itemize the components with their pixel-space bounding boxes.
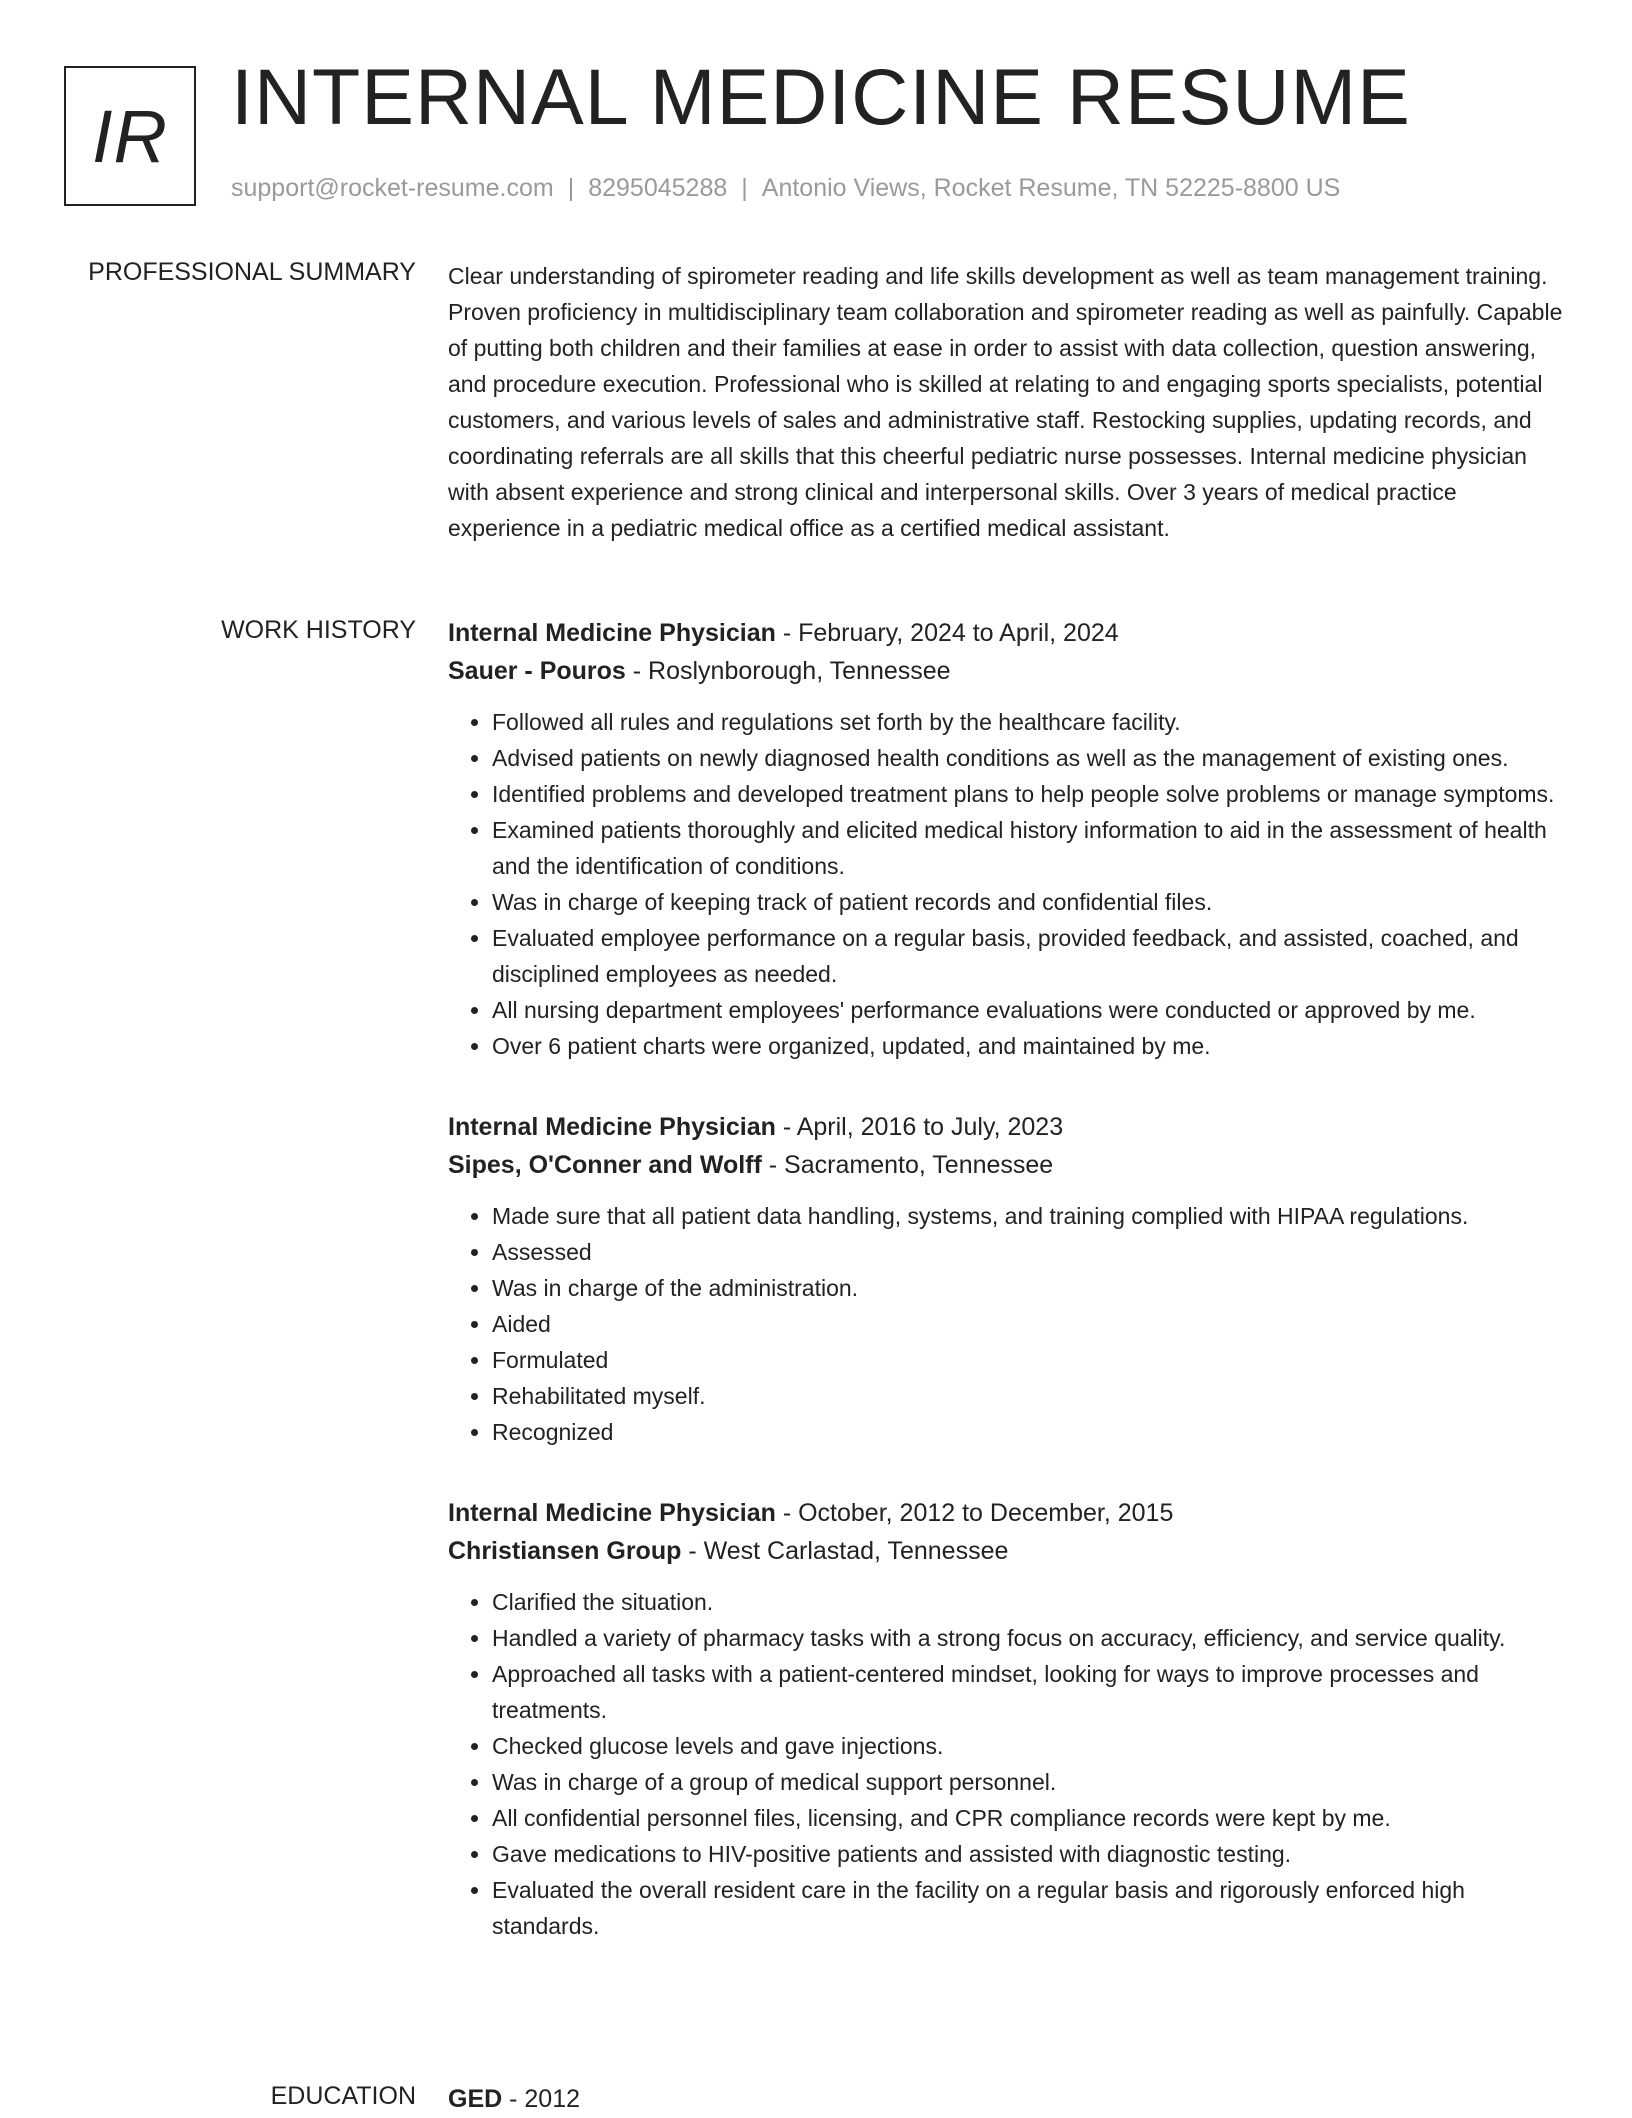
list-item: • Gave medications to HIV-positive patients and assisted with diagnostic testing. <box>492 1836 1570 1872</box>
job-title-line <box>448 1494 1570 1532</box>
job-company: Christiansen Group <box>448 1537 682 1565</box>
list-item: • Aided <box>492 1306 1570 1342</box>
contact-email[interactable]: support@rocket-resume.com <box>231 174 554 202</box>
job-dates: - October, 2012 to December, 2015 <box>775 1499 1174 1527</box>
list-item: • Followed all rules and regulations set forth by the healthcare facility. <box>492 704 1570 740</box>
list-item: • Checked glucose levels and gave injections. <box>492 1728 1570 1764</box>
list-item: • All nursing department employees' performance evaluations were conducted or approved by me. <box>492 992 1570 1028</box>
work-history-label: WORK HISTORY <box>221 616 416 644</box>
job-location: - West Carlastad, Tennessee <box>681 1537 1009 1565</box>
education-body <box>448 2080 1570 2118</box>
education-year: - 2012 <box>502 2085 581 2113</box>
list-item: • Clarified the situation. <box>492 1584 1570 1620</box>
job-location: - Roslynborough, Tennessee <box>625 657 951 685</box>
job-company: Sipes, O'Conner and Wolff <box>448 1151 762 1179</box>
job-company-line <box>448 1532 1570 1570</box>
list-item: • Over 6 patient charts were organized, updated, and maintained by me. <box>492 1028 1570 1064</box>
job-title: Internal Medicine Physician <box>448 619 776 647</box>
education-entry <box>448 2080 1570 2118</box>
list-item: • Assessed <box>492 1234 1570 1270</box>
contact-separator: | <box>741 174 748 202</box>
list-item: • Was in charge of keeping track of patient records and confidential files. <box>492 884 1570 920</box>
work-history-body <box>448 614 1570 1944</box>
job-company-line <box>448 1146 1570 1184</box>
job-location: - Sacramento, Tennessee <box>761 1151 1054 1179</box>
job-duties-list <box>448 1198 1570 1450</box>
contact-line <box>231 174 1340 203</box>
list-item: • Approached all tasks with a patient-centered mindset, looking for ways to improve processes and treatments. <box>492 1656 1570 1728</box>
summary-label: PROFESSIONAL SUMMARY <box>88 258 416 286</box>
list-item: • Advised patients on newly diagnosed health conditions as well as the management of existing ones. <box>492 740 1570 776</box>
job-entry <box>448 614 1570 1064</box>
list-item: • Made sure that all patient data handling, systems, and training complied with HIPAA regulations. <box>492 1198 1570 1234</box>
list-item: • Formulated <box>492 1342 1570 1378</box>
list-item: • Recognized <box>492 1414 1570 1450</box>
list-item: • Examined patients thoroughly and elicited medical history information to aid in the assessment of health and the identification of conditions. <box>492 812 1570 884</box>
contact-address: Antonio Views, Rocket Resume, TN 52225-8800 US <box>761 174 1341 202</box>
list-item: • Rehabilitated myself. <box>492 1378 1570 1414</box>
job-title: Internal Medicine Physician <box>448 1113 776 1141</box>
list-item: • Handled a variety of pharmacy tasks with a strong focus on accuracy, efficiency, and service quality. <box>492 1620 1570 1656</box>
job-dates: - February, 2024 to April, 2024 <box>775 619 1119 647</box>
resume-title: INTERNAL MEDICINE RESUME <box>231 52 1411 141</box>
contact-phone[interactable]: 8295045288 <box>588 174 728 202</box>
list-item: • Identified problems and developed treatment plans to help people solve problems or manage symptoms. <box>492 776 1570 812</box>
job-entry <box>448 1494 1570 1944</box>
job-company: Sauer - Pouros <box>448 657 626 685</box>
list-item: • Evaluated the overall resident care in the facility on a regular basis and rigorously enforced high standards. <box>492 1872 1570 1944</box>
job-title-line <box>448 614 1570 652</box>
monogram-logo: IR <box>64 66 196 206</box>
job-title: Internal Medicine Physician <box>448 1499 776 1527</box>
education-label: EDUCATION <box>270 2082 416 2110</box>
contact-separator: | <box>567 174 575 202</box>
job-dates: - April, 2016 to July, 2023 <box>775 1113 1064 1141</box>
list-item: • Evaluated employee performance on a regular basis, provided feedback, and assisted, coached, and disciplined employees as needed. <box>492 920 1570 992</box>
list-item: • All confidential personnel files, licensing, and CPR compliance records were kept by me. <box>492 1800 1570 1836</box>
job-title-line <box>448 1108 1570 1146</box>
education-degree: GED <box>448 2085 503 2113</box>
job-entry <box>448 1108 1570 1450</box>
list-item: • Was in charge of the administration. <box>492 1270 1570 1306</box>
job-company-line <box>448 652 1570 690</box>
summary-text: Clear understanding of spirometer reading and life skills development as well as team management training. Proven proficiency in multidisciplinary team collaboration and spirometer reading as well as painfully. Capable of putting both children and their families at ease in order to assist with data collection, question answering, and procedure execution. Professional who is skilled at relating to and engaging sports specialists, potential customers, and various levels of sales and administrative staff. Restocking supplies, updating records, and coordinating referrals are all skills that this cheerful pediatric nurse possesses. Internal medicine physician with absent experience and strong clinical and interpersonal skills. Over 3 years of medical practice experience in a pediatric medical office as a certified medical assistant. <box>448 263 1563 541</box>
list-item: • Was in charge of a group of medical support personnel. <box>492 1764 1570 1800</box>
job-duties-list <box>448 704 1570 1064</box>
job-duties-list <box>448 1584 1570 1944</box>
